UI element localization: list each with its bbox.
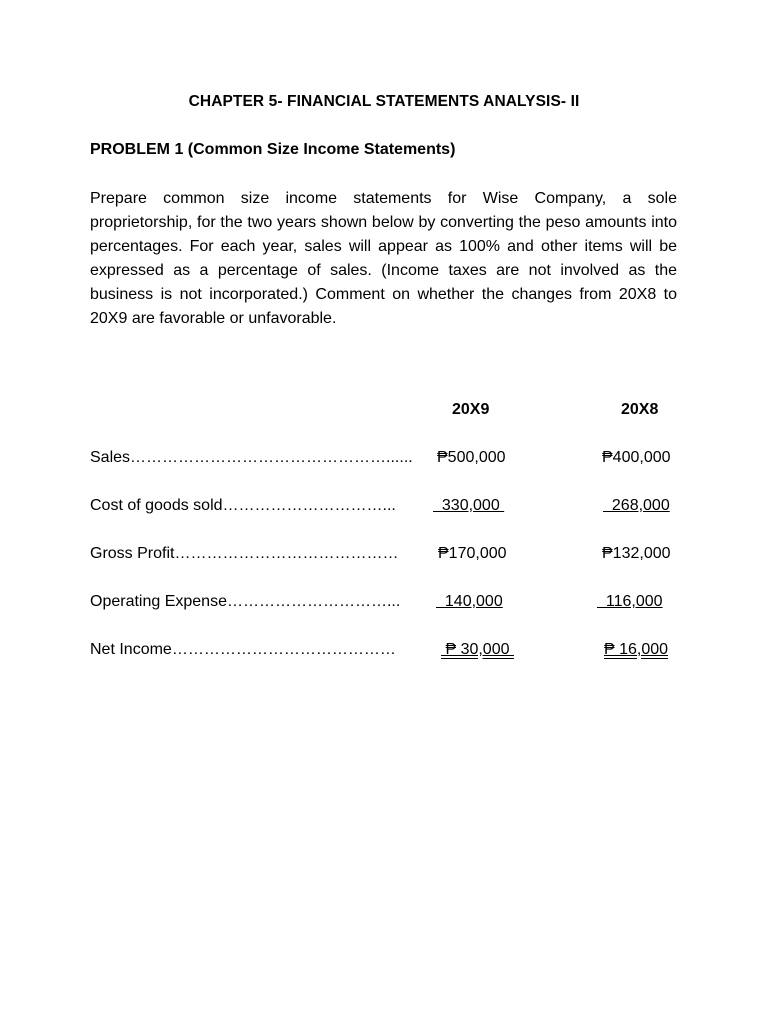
row-label: Cost of goods sold…………………………... [90,497,396,514]
column-header-20x9: 20X9 [452,401,490,418]
row-label: Sales…………………………………………...... [90,449,413,466]
table-row-net-income [0,641,768,663]
value-20x9: ₱170,000 [438,545,507,562]
table-row-gross-profit [0,545,768,567]
value-20x8: 116,000 [597,593,663,610]
problem-instructions: Prepare common size income statements for Wise Company, a sole proprietorship, for the two years shown below by converting the peso amounts into percentages. For each year, sales will appear as 100% and other items will be expressed as a percentage of sales. (Income taxes are not involved as the business is not incorporated.) Comment on whether the changes from 20X8 to 20X9 are favorable or unfavorable. [90,190,677,327]
table-row-sales [0,449,768,471]
chapter-title: CHAPTER 5- FINANCIAL STATEMENTS ANALYSIS- II [188,93,580,110]
column-header-20x8: 20X8 [621,401,659,418]
value-20x8: ₱400,000 [602,449,671,466]
value-20x9: ₱ 30,000 [441,641,514,658]
value-20x8: ₱ 16,000 [604,641,669,658]
row-label: Operating Expense…………………………... [90,593,401,610]
value-20x9: 330,000 [433,497,505,514]
row-label: Net Income…………………………………… [90,641,396,658]
value-20x8: ₱132,000 [602,545,671,562]
table-row-operating-expense [0,593,768,615]
table-row-cost-of-goods-sold [0,497,768,519]
value-20x8: 268,000 [603,497,670,514]
value-20x9: ₱500,000 [437,449,506,466]
problem-heading: PROBLEM 1 (Common Size Income Statements) [90,141,456,158]
value-20x9: 140,000 [436,593,503,610]
row-label: Gross Profit…………………………………… [90,545,399,562]
